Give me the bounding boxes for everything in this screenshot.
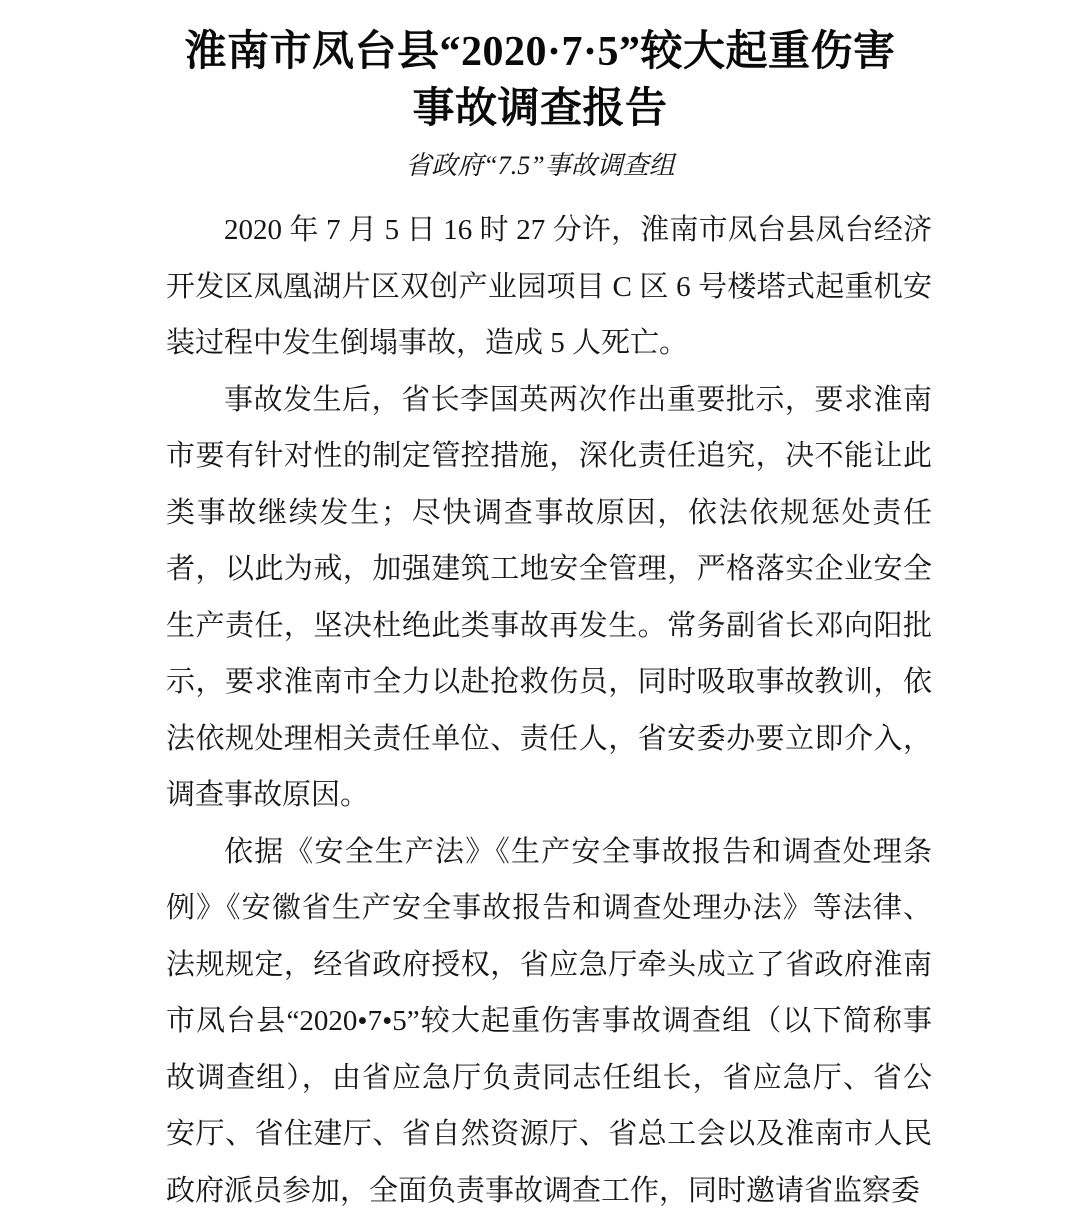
document-body [166,202,932,1219]
document-title [0,24,1080,138]
paragraph-investigation-team: 依据《安全生产法》《生产安全事故报告和调查处理条例》《安徽省生产安全事故报告和调查处理办法》等法律、法规规定，经省政府授权，省应急厅牵头成立了省政府淮南市凤台县“2020•7•5”较大起重伤害事故调查组（以下简称事故调查组），由省应急厅负责同志任组长，省应急厅、省公安厅、省住建厅、省自然资源厅、省总工会以及淮南市人民政府派员参加，全面负责事故调查工作，同时邀请省监察委 [166,835,932,1207]
document-byline: 省政府“7.5”事故调查组 [405,151,675,180]
paragraph-leadership-instructions: 事故发生后，省长李国英两次作出重要批示，要求淮南市要有针对性的制定管控措施，深化责任追究，决不能让此类事故继续发生；尽快调查事故原因，依法依规惩处责任者，以此为戒，加强建筑工地安全管理，严格落实企业安全生产责任，坚决杜绝此类事故再发生。常务副省长邓向阳批示，要求淮南市全力以赴抢救伤员，同时吸取事故教训，依法依规处理相关责任单位、责任人，省安委办要立即介入，调查事故原因。 [166,383,932,811]
document-title-line1: 淮南市凤台县“2020·7·5”较大起重伤害 [184,29,896,75]
document-title-line2: 事故调查报告 [412,86,668,132]
paragraph-incident-summary: 2020 年 7 月 5 日 16 时 27 分许，淮南市凤台县凤台经济开发区凤凰湖片区双创产业园项目 C 区 6 号楼塔式起重机安装过程中发生倒塌事故，造成 5 人死亡。 [166,214,932,359]
